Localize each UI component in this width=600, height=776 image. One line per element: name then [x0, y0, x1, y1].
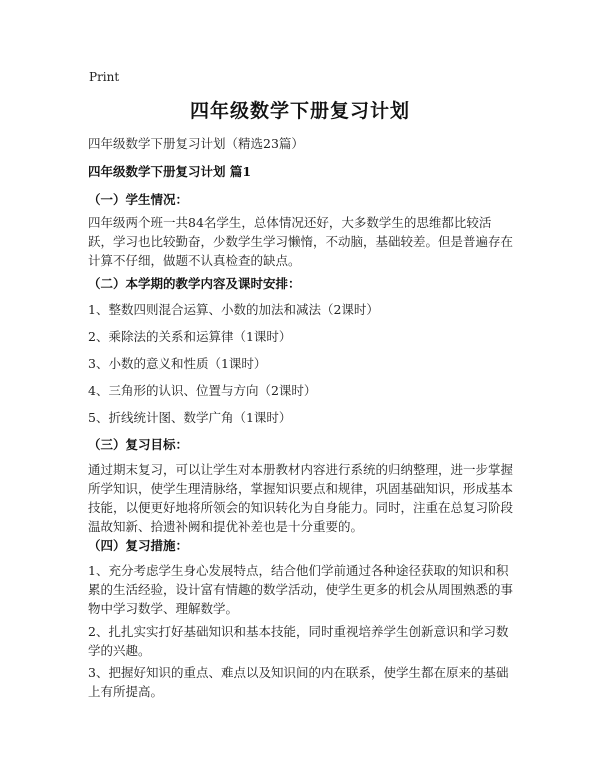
section-heading-teaching-content: （二）本学期的教学内容及课时安排：	[88, 276, 301, 291]
section-body-review-goals: 通过期末复习，可以让学生对本册教材内容进行系统的归纳整理，进一步掌握所学知识，使学生理清脉络，掌握知识要点和规律，巩固基础知识，形成基本技能，以便更好地将所领会的知识转化为自身能力。同时，注重在总复习阶段温故知新、拾遗补阙和提优补差也是十分重要的。	[88, 462, 514, 534]
section-heading-review-measures: （四）复习措施：	[88, 538, 189, 553]
list-item: 2、乘除法的关系和运算律（1课时）	[88, 329, 292, 344]
list-item: 1、充分考虑学生身心发展特点，结合他们学前通过各种途径获取的知识和积累的生活经验，设计富有情趣的数学活动，使学生更多的机会从周围熟悉的事物中学习数学、理解数学。	[88, 563, 514, 616]
section-heading-student-situation: （一）学生情况：	[88, 192, 189, 207]
section-heading-review-goals: （三）复习目标：	[88, 437, 189, 452]
document-subtitle: 四年级数学下册复习计划（精选23篇）	[88, 136, 304, 151]
list-item: 5、折线统计图、数学广角（1课时）	[88, 410, 292, 425]
list-item: 1、整数四则混合运算、小数的加法和减法（2课时）	[88, 302, 379, 317]
list-item: 4、三角形的认识、位置与方向（2课时）	[88, 383, 317, 398]
section-body-student-situation: 四年级两个班一共84名学生，总体情况还好，大多数学生的思维都比较活跃，学习也比较勤奋，少数学生学习懒惰，不动脑，基础较差。但是普遍存在计算不仔细，做题不认真检查的缺点。	[88, 215, 514, 268]
print-link[interactable]: Print	[89, 70, 120, 84]
page-title: 四年级数学下册复习计划	[189, 100, 410, 122]
list-item: 3、把握好知识的重点、难点以及知识间的内在联系，使学生都在原来的基础上有所提高。	[88, 665, 509, 699]
article-title: 四年级数学下册复习计划 篇1	[88, 164, 252, 179]
list-item: 3、小数的意义和性质（1课时）	[88, 356, 267, 371]
list-item: 2、扎扎实实打好基础知识和基本技能，同时重视培养学生创新意识和学习数学的兴趣。	[88, 624, 509, 658]
